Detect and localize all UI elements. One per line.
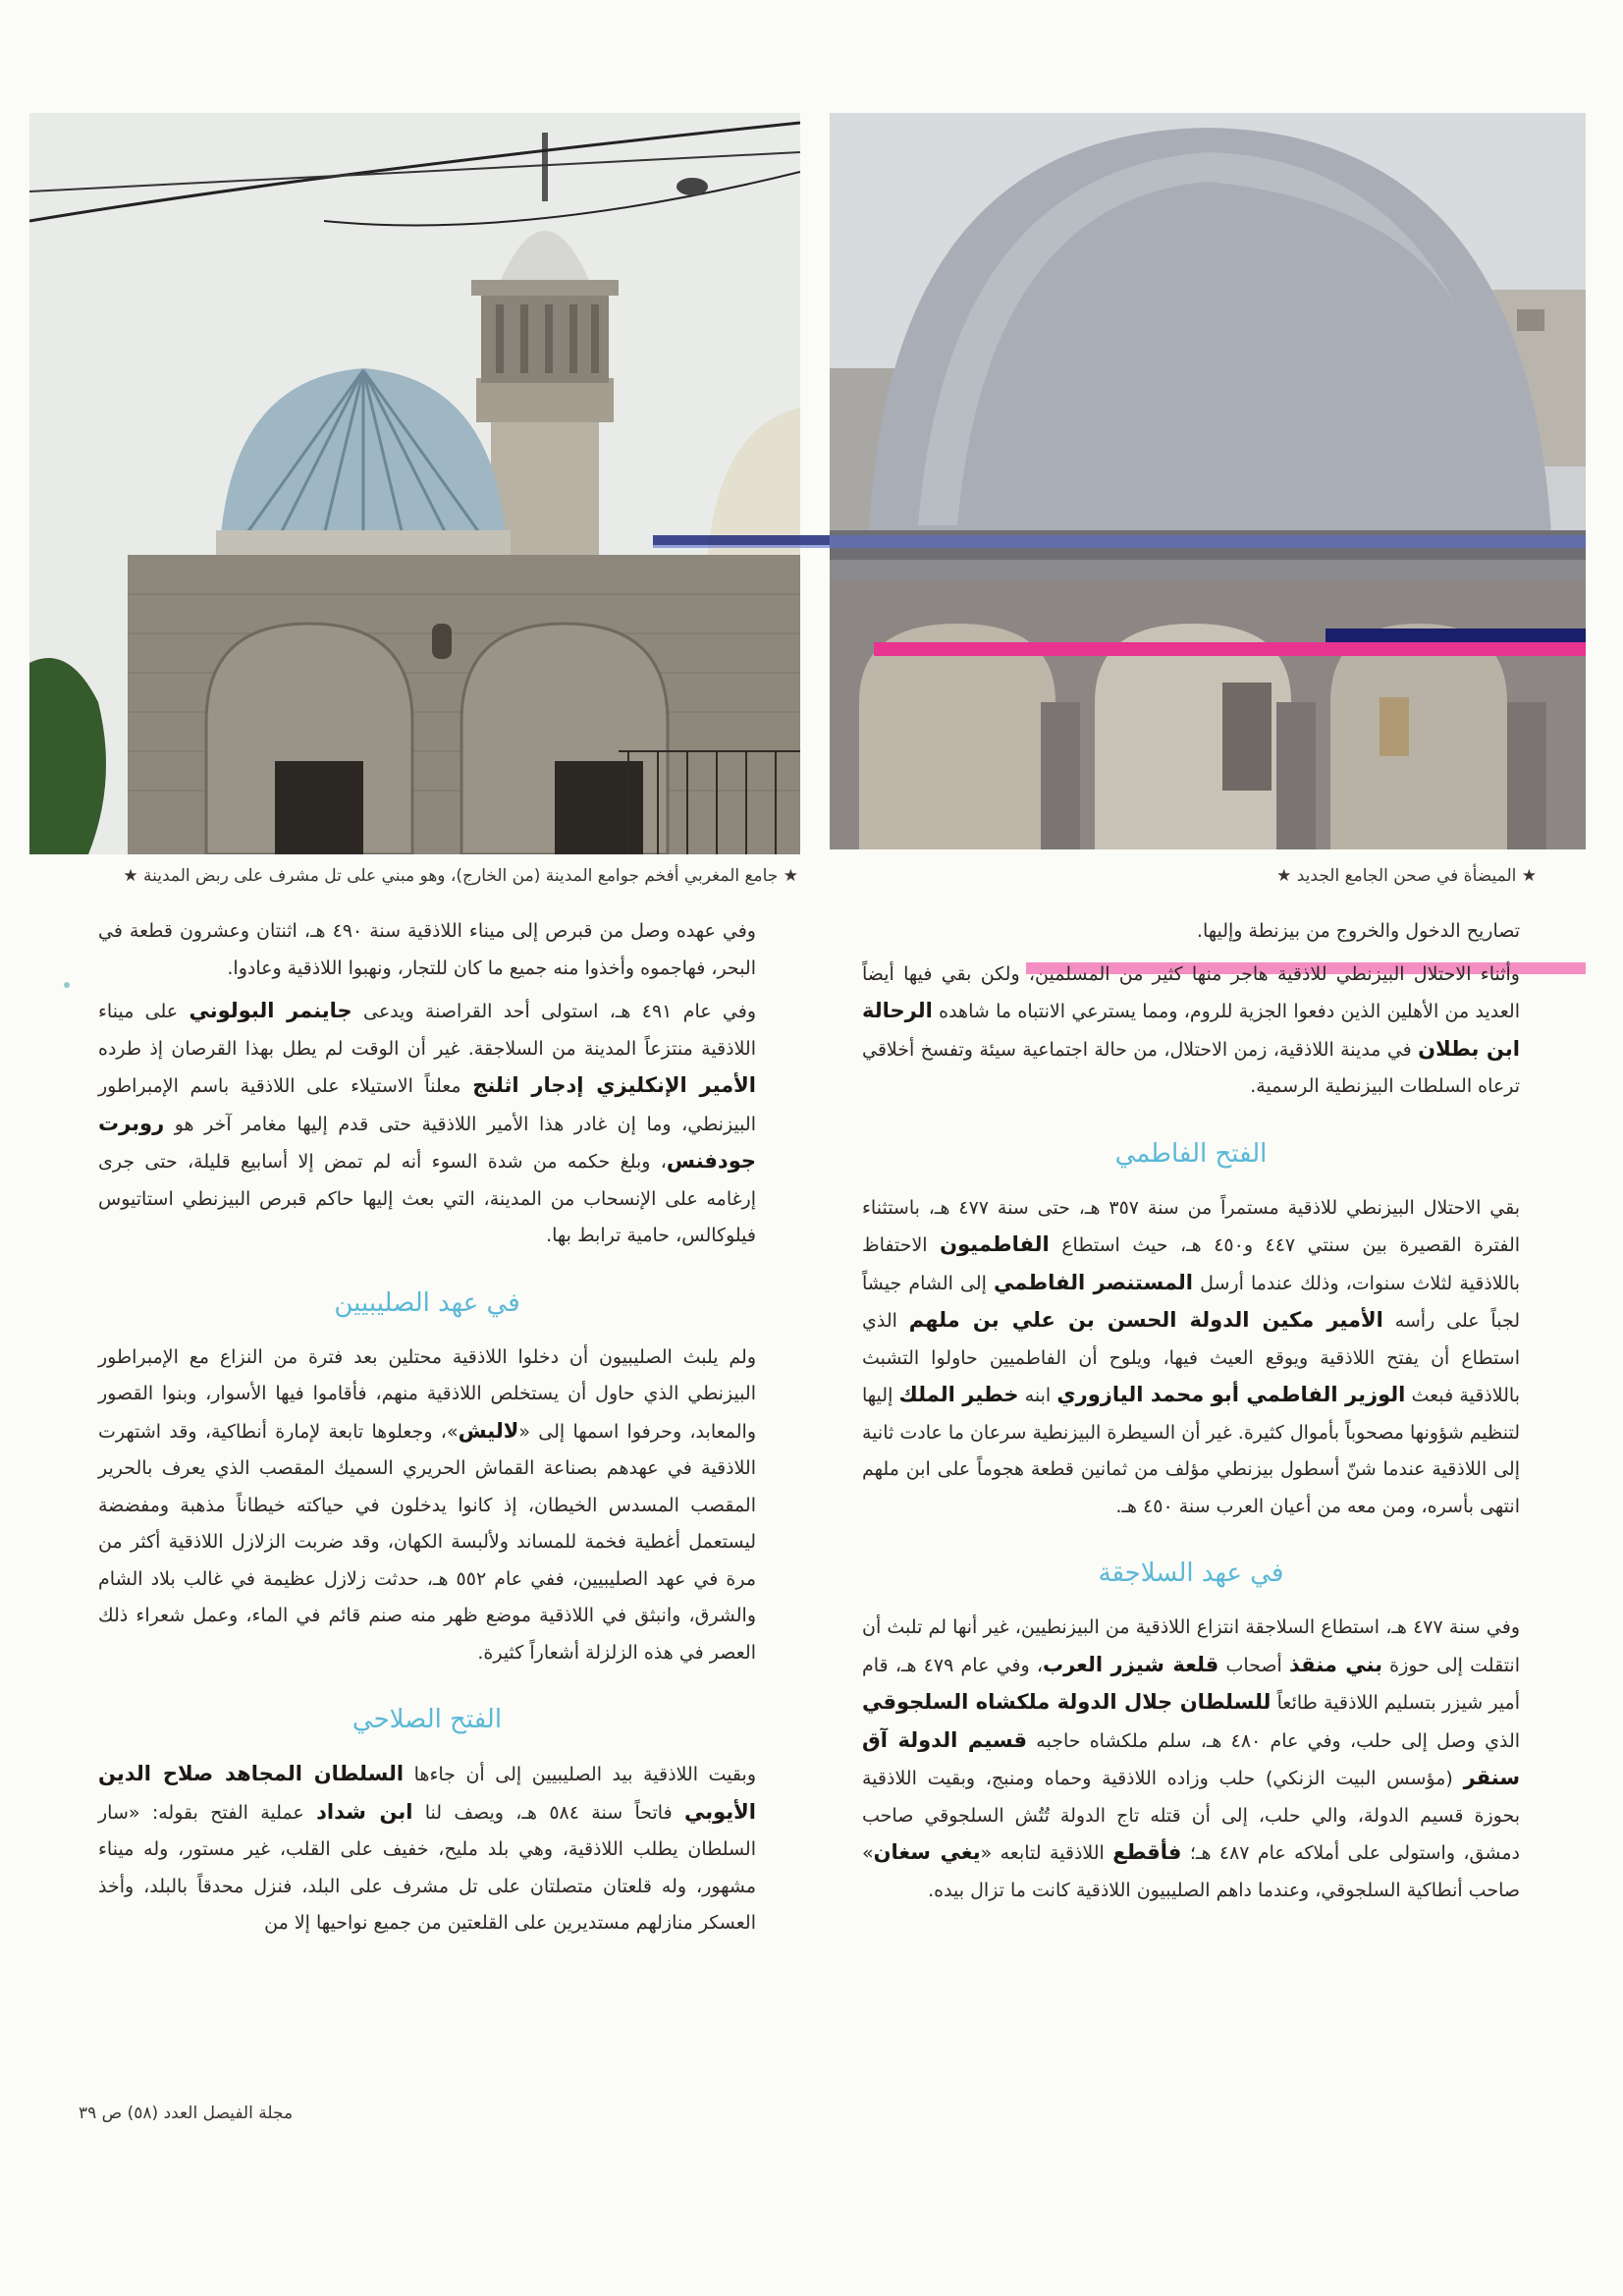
photo-maghribi-mosque [29,113,800,854]
caption-ablution-fountain: ★ الميضأة في صحن الجامع الجديد ★ [1276,866,1537,886]
right-column [862,913,1520,1915]
scan-glitch [874,642,1586,656]
paragraph: وفي عهده وصل من قبرص إلى ميناء اللاذقية سنة ٤٩٠ هـ، اثنتان وعشرون قطعة في البحر، فهاجموه وأخذوا منه جميع ما كان للتجار، ونهبوا اللاذقية وعادوا. [98,920,756,979]
section-heading: في عهد السلاجقة [1098,1558,1284,1588]
dot-mark [64,982,70,988]
page-footer: مجلة الفيصل العدد (٥٨) ص ٣٩ [79,2104,294,2123]
caption-maghribi-mosque: ★ جامع المغربي أفخم جوامع المدينة (من الخارج)، وهو مبني على تل مشرف على ربض المدينة ★ [123,866,798,886]
section-heading: في عهد الصليبيين [334,1287,520,1318]
paragraph: وبقيت اللاذقية بيد الصليبيين إلى أن جاءها السلطان المجاهد صلاح الدين الأيوبي فاتحاً سنة ٥٨٤ هـ، ويصف لنا ابن شداد عملية الفتح بقوله: «سار السلطان يطلب اللاذقية، وهي بلد مليح، خفيف على القلب، غير مستور، وله ميناء مشهور، وله قلعتان متصلتان على تل مشرف على البلد، فنزل محدقاً بالبلد، وأخذ العسكر منازلهم مستديرين على القلعتين من جميع نواحيها إلا من [98,1762,757,1934]
section-heading: الفتح الصلاحي [352,1705,503,1734]
scan-glitch [653,535,830,545]
left-column [98,913,756,1948]
paragraph: وأثناء الاحتلال البيزنطي للاذقية هاجر منها كثير من المسلمين، ولكن بقي فيها أيضاً العديد من الأهلين الذين دفعوا الجزية للروم، ومما يسترعي الانتباه ما شاهده الرحالة ابن بطلان في مدينة اللاذقية، زمن الاحتلال، من حالة اجتماعية سيئة وتفسخ أخلاقي ترعاه السلطات البيزنطية الرسمية. [862,962,1520,1097]
scan-glitch [1325,629,1586,642]
paragraph: تصاريح الدخول والخروج من بيزنطة وإليها. [1196,920,1520,942]
photo-ablution-fountain [830,113,1586,849]
section-heading: الفتح الفاطمي [1114,1138,1268,1169]
paragraph: بقي الاحتلال البيزنطي للاذقية مستمراً من سنة ٣٥٧ هـ، حتى سنة ٤٧٧ هـ، باستثناء الفترة القصيرة بين سنتي ٤٤٧ و٤٥٠ هـ، حيث استطاع الفاطميون الاحتفاظ باللاذقية لثلاث سنوات، وذلك عندما أرسل المستنصر الفاطمي إلى الشام جيشاً لجباً على رأسه الأمير مكين الدولة الحسن بن علي بن ملهم الذي استطاع أن يفتح اللاذقية ويوقع العيث فيها، ويلوح أن الفاطميين حاولوا التشبث باللاذقية فبعث الوزير الفاطمي أبو محمد اليازوري ابنه خطير الملك إليها لتنظيم شؤونها مصحوباً بأموال كثيرة. غير أن السيطرة البيزنطية سرعان ما عادت ثانية إلى اللاذقية عندما شنّ أسطول بيزنطي مؤلف من ثمانين قطعة هجوماً على ابن ملهم انتهى بأسره، ومن معه من أعيان العرب سنة ٤٥٠ هـ. [862,1196,1521,1517]
paragraph: وفي سنة ٤٧٧ هـ، استطاع السلاجقة انتزاع اللاذقية من البيزنطيين، غير أنها لم تلبث أن انتقلت إلى حوزة بني منقذ أصحاب قلعة شيزر العرب، وفي عام ٤٧٩ هـ، قام أمير شيزر بتسليم اللاذقية طائعاً للسلطان جلال الدولة ملكشاه السلجوقي الذي وصل إلى حلب، وفي عام ٤٨٠ هـ، سلم ملكشاه حاجبه قسيم الدولة آق سنقر (مؤسس البيت الزنكي) حلب وزاده اللاذقية وحماه ومنبج، وبقيت اللاذقية بحوزة قسيم الدولة، والي حلب، إلى أن قتله تاج الدولة تُتُش السلجوقي صاحب دمشق، واستولى على أملاكه عام ٤٨٧ هـ؛ فأقطع اللاذقية لتابعه «يغي سغان» صاحب أنطاكية السلجوقي، وعندما داهم الصليبيون اللاذقية كانت ما تزال بيده. [862,1616,1521,1901]
paragraph: وفي عام ٤٩١ هـ، استولى أحد القراصنة ويدعى جاينمر البولوني على ميناء اللاذقية منتزعاً المدينة من السلاجقة. غير أن الوقت لم يطل بهذا القرصان إذ طرده الأمير الإنكليزي إدجار اثلنج معلناً الاستيلاء على اللاذقية باسم الإمبراطور البيزنطي، وما إن غادر هذا الأمير اللاذقية حتى قدم إليها مغامر آخر هو روبرت جودفنس، وبلغ حكمه من شدة السوء أنه لم تمض إلا أسابيع قليلة، حتى جرى إرغامه على الإنسحاب من المدينة، التي بعث إليها حاكم قبرص البيزنطي استاتيوس فيلوكالس، حامية ترابط بها. [98,999,756,1246]
paragraph: ولم يلبث الصليبيون أن دخلوا اللاذقية محتلين بعد فترة من النزاع مع الإمبراطور البيزنطي الذي حاول أن يستخلص اللاذقية منهم، فأقاموا فيها الأسوار، وبنوا القصور والمعابد، وحرفوا اسمها إلى «لاليش»، وجعلوها تابعة لإمارة أنطاكية، وقد اشتهرت اللاذقية في عهدهم بصناعة القماش الحريري السميك المقصب الذي يعرف بالحرير المقصب المسدس الخيطان، إذ كانوا يدخلون في حياكته خيطاناً مذهبة ومفضضة ليستعمل أغطية فخمة للمساند ولألبسة الكهان، وقد ضربت الزلازل اللاذقية أكثر من مرة في عهد الصليبيين، ففي عام ٥٥٢ هـ، حدثت زلازل عظيمة في غالب بلاد الشام والشرق، وانبثق في اللاذقية موضع ظهر منه صنم قائم في الماء، وعمل شعراء ذلك العصر في هذه الزلزلة أشعاراً كثيرة. [98,1345,757,1664]
